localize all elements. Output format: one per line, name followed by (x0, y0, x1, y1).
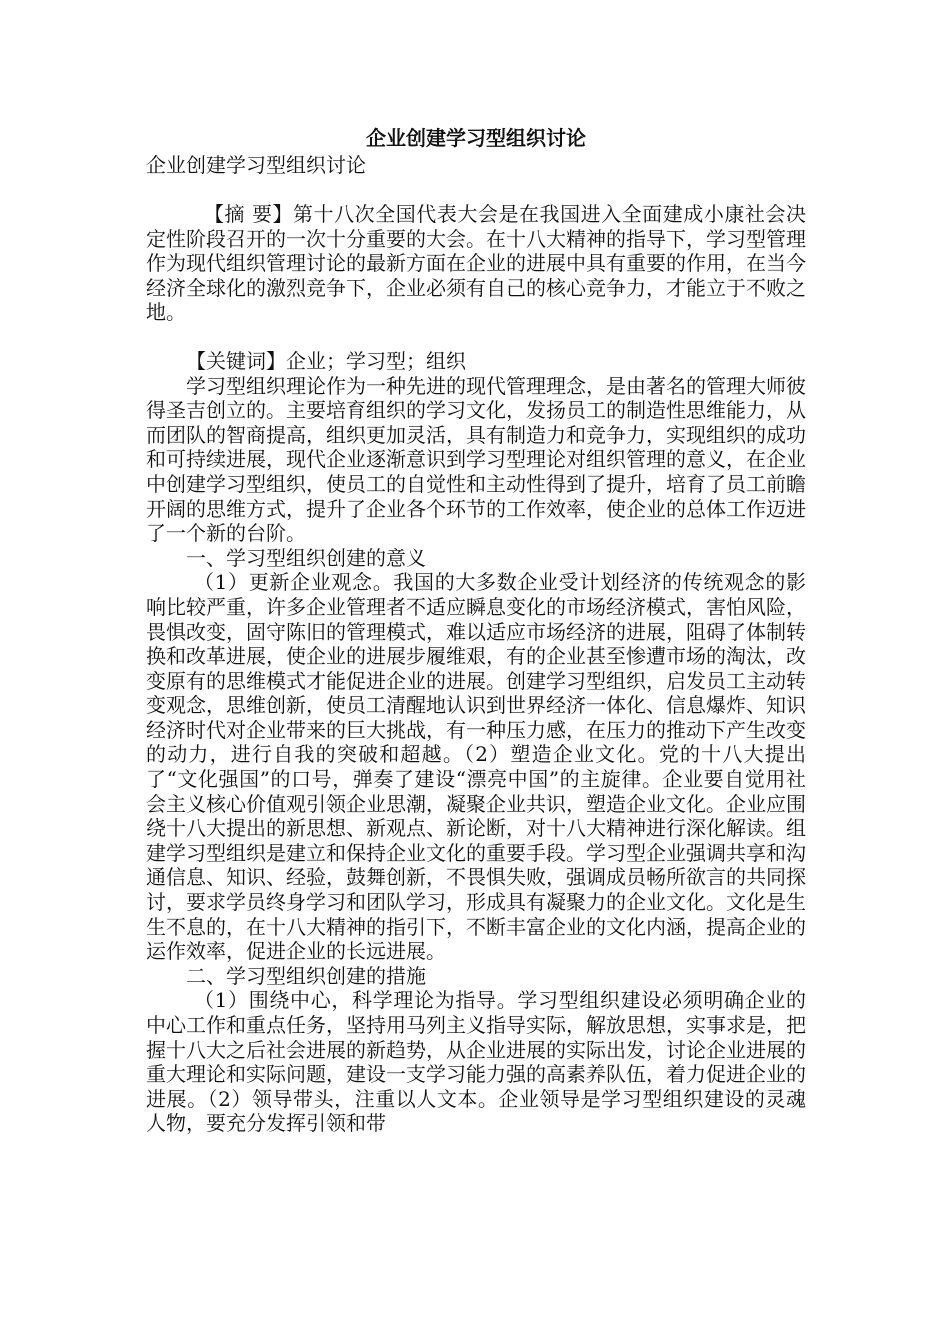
keywords-line: 【关键词】企业；学习型；组织 (186, 348, 466, 373)
document-subtitle: 企业创建学习型组织讨论 (146, 153, 366, 177)
paragraph-gap (146, 325, 806, 349)
section-2-paragraph: （1）围绕中心，科学理论为指导。学习型组织建设必须明确企业的中心工作和重点任务，坚持用马列主义指导实际，解放思想，实事求是，把握十八大之后社会进展的新趋势，从企业进展的实际出发，讨论企业进展的重大理论和实际问题，建设一支学习能力强的高素养队伍，着力促进企业的进展。（2）领导带头，注重以人文本。企业领导是学习型组织建设的灵魂人物，要充分发挥引领和带 (146, 988, 806, 1136)
document-body (146, 124, 806, 1136)
section-2-heading: 二、学习型组织创建的措施 (186, 963, 426, 988)
intro-paragraph: 学习型组织理论作为一种先进的现代管理理念，是由著名的管理大师彼得圣吉创立的。主要培育组织的学习文化，发扬员工的制造性思维能力，从而团队的智商提高，组织更加灵活，具有制造力和竞争力，实现组织的成功和可持续进展，现代企业逐渐意识到学习型理论对组织管理的意义，在企业中创建学习型组织，使员工的自觉性和主动性得到了提升，培育了员工前瞻开阔的思维方式，提升了企业各个环节的工作效率，使企业的总体工作迈进了一个新的台阶。 (146, 373, 806, 546)
section-1-paragraph: （1）更新企业观念。我国的大多数企业受计划经济的传统观念的影响比较严重，许多企业管理者不适应瞬息变化的市场经济模式，害怕风险，畏惧改变，固守陈旧的管理模式，难以适应市场经济的进展，阻碍了体制转换和改革进展，使企业的进展步履维艰，有的企业甚至惨遭市场的淘汰，改变原有的思维模式才能促进企业的进展。创建学习型组织，启发员工主动转变观念，思维创新，使员工清醒地认识到世界经济一体化、信息爆炸、知识经济时代对企业带来的巨大挑战，有一种压力感，在压力的推动下产生改变的动力，进行自我的突破和超越。（2）塑造企业文化。党的十八大提出了“文化强国”的口号，弹奏了建设“漂亮中国”的主旋律。企业要自觉用社会主义核心价值观引领企业思潮，凝聚企业共识，塑造企业文化。企业应围绕十八大提出的新思想、新观点、新论断，对十八大精神进行深化解读。组建学习型组织是建立和保持企业文化的重要手段。学习型企业强调共享和沟通信息、知识、经验，鼓舞创新，不畏惧失败，强调成员畅所欲言的共同探讨，要求学员终身学习和团队学习，形成具有凝聚力的企业文化。文化是生生不息的，在十八大精神的指引下，不断丰富企业的文化内涵，提高企业的运作效率，促进企业的长远进展。 (146, 570, 806, 964)
document-title: 企业创建学习型组织讨论 (366, 126, 586, 150)
section-1-heading: 一、学习型组织创建的意义 (186, 545, 426, 570)
abstract-paragraph: 【摘 要】第十八次全国代表大会是在我国进入全面建成小康社会决定性阶段召开的一次十分重要的大会。在十八大精神的指导下，学习型管理作为现代组织管理讨论的最新方面在企业的进展中具有重要的作用，在当今经济全球化的激烈竞争下，企业必须有自己的核心竞争力，才能立于不败之地。 (146, 202, 806, 325)
